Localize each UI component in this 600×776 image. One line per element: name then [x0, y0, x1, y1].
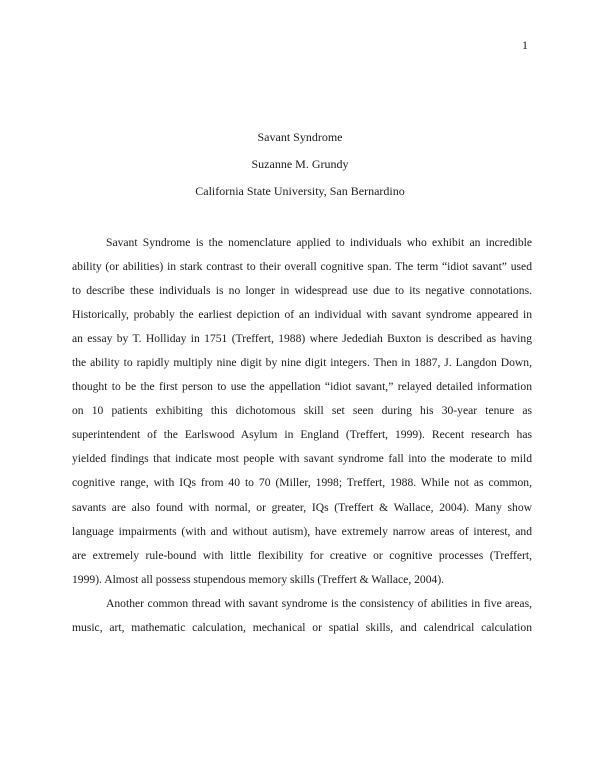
paragraph-1-line-3: to describe these individuals is no longer in widespread use due to its negative connotations.	[72, 284, 532, 298]
paragraph-1-line-14: are extremely rule-bound with little flexibility for creative or cognitive processes (Treffert,	[72, 548, 532, 562]
paragraph-1-line-5: an essay by T. Holliday in 1751 (Treffert, 1988) where Jedediah Buxton is described as having	[72, 332, 532, 346]
paragraph-1-line-7: thought to be the first person to use the appellation “idiot savant,” relayed detailed information	[72, 380, 532, 394]
paragraph-1-line-8: on 10 patients exhibiting this dichotomous skill set seen during his 30-year tenure as	[72, 404, 532, 418]
paragraph-1-line-12: savants are also found with normal, or greater, IQs (Treffert & Wallace, 2004). Many show	[72, 500, 532, 514]
paragraph-1-line-10: yielded findings that indicate most people with savant syndrome fall into the moderate to mild	[72, 452, 532, 466]
body-text	[72, 231, 532, 640]
paragraph-2-line-2: music, art, mathematic calculation, mechanical or spatial skills, and calendrical calculation	[72, 620, 532, 634]
paragraph-1-line-6: the ability to rapidly multiply nine digit by nine digit integers. Then in 1887, J. Langdon Down,	[72, 356, 532, 370]
paper-title: Savant Syndrome	[257, 130, 343, 144]
paragraph-1-line-11: cognitive range, with IQs from 40 to 70 (Miller, 1998; Treffert, 1988. While not as common,	[72, 476, 532, 490]
title-block	[0, 124, 600, 205]
institution-name: California State University, San Bernardino	[195, 184, 405, 198]
paragraph-1-line-13: language impairments (with and without autism), have extremely narrow areas of interest, and	[72, 524, 532, 538]
page-number: 1	[522, 38, 528, 52]
author-name: Suzanne M. Grundy	[251, 157, 349, 171]
paragraph-1-line-1: Savant Syndrome is the nomenclature applied to individuals who exhibit an incredible	[106, 236, 532, 249]
paragraph-2-line-1: Another common thread with savant syndrome is the consistency of abilities in five areas,	[106, 596, 532, 610]
paragraph-1-line-9: superintendent of the Earlswood Asylum in England (Treffert, 1999). Recent research has	[72, 428, 532, 442]
paragraph-1-line-4: Historically, probably the earliest depiction of an individual with savant syndrome appeared in	[72, 308, 532, 322]
paragraph-1-line-15: 1999). Almost all possess stupendous memory skills (Treffert & Wallace, 2004).	[72, 572, 445, 586]
paragraph-1-line-2: ability (or abilities) in stark contrast to their overall cognitive span. The term “idiot savant” used	[72, 260, 532, 274]
